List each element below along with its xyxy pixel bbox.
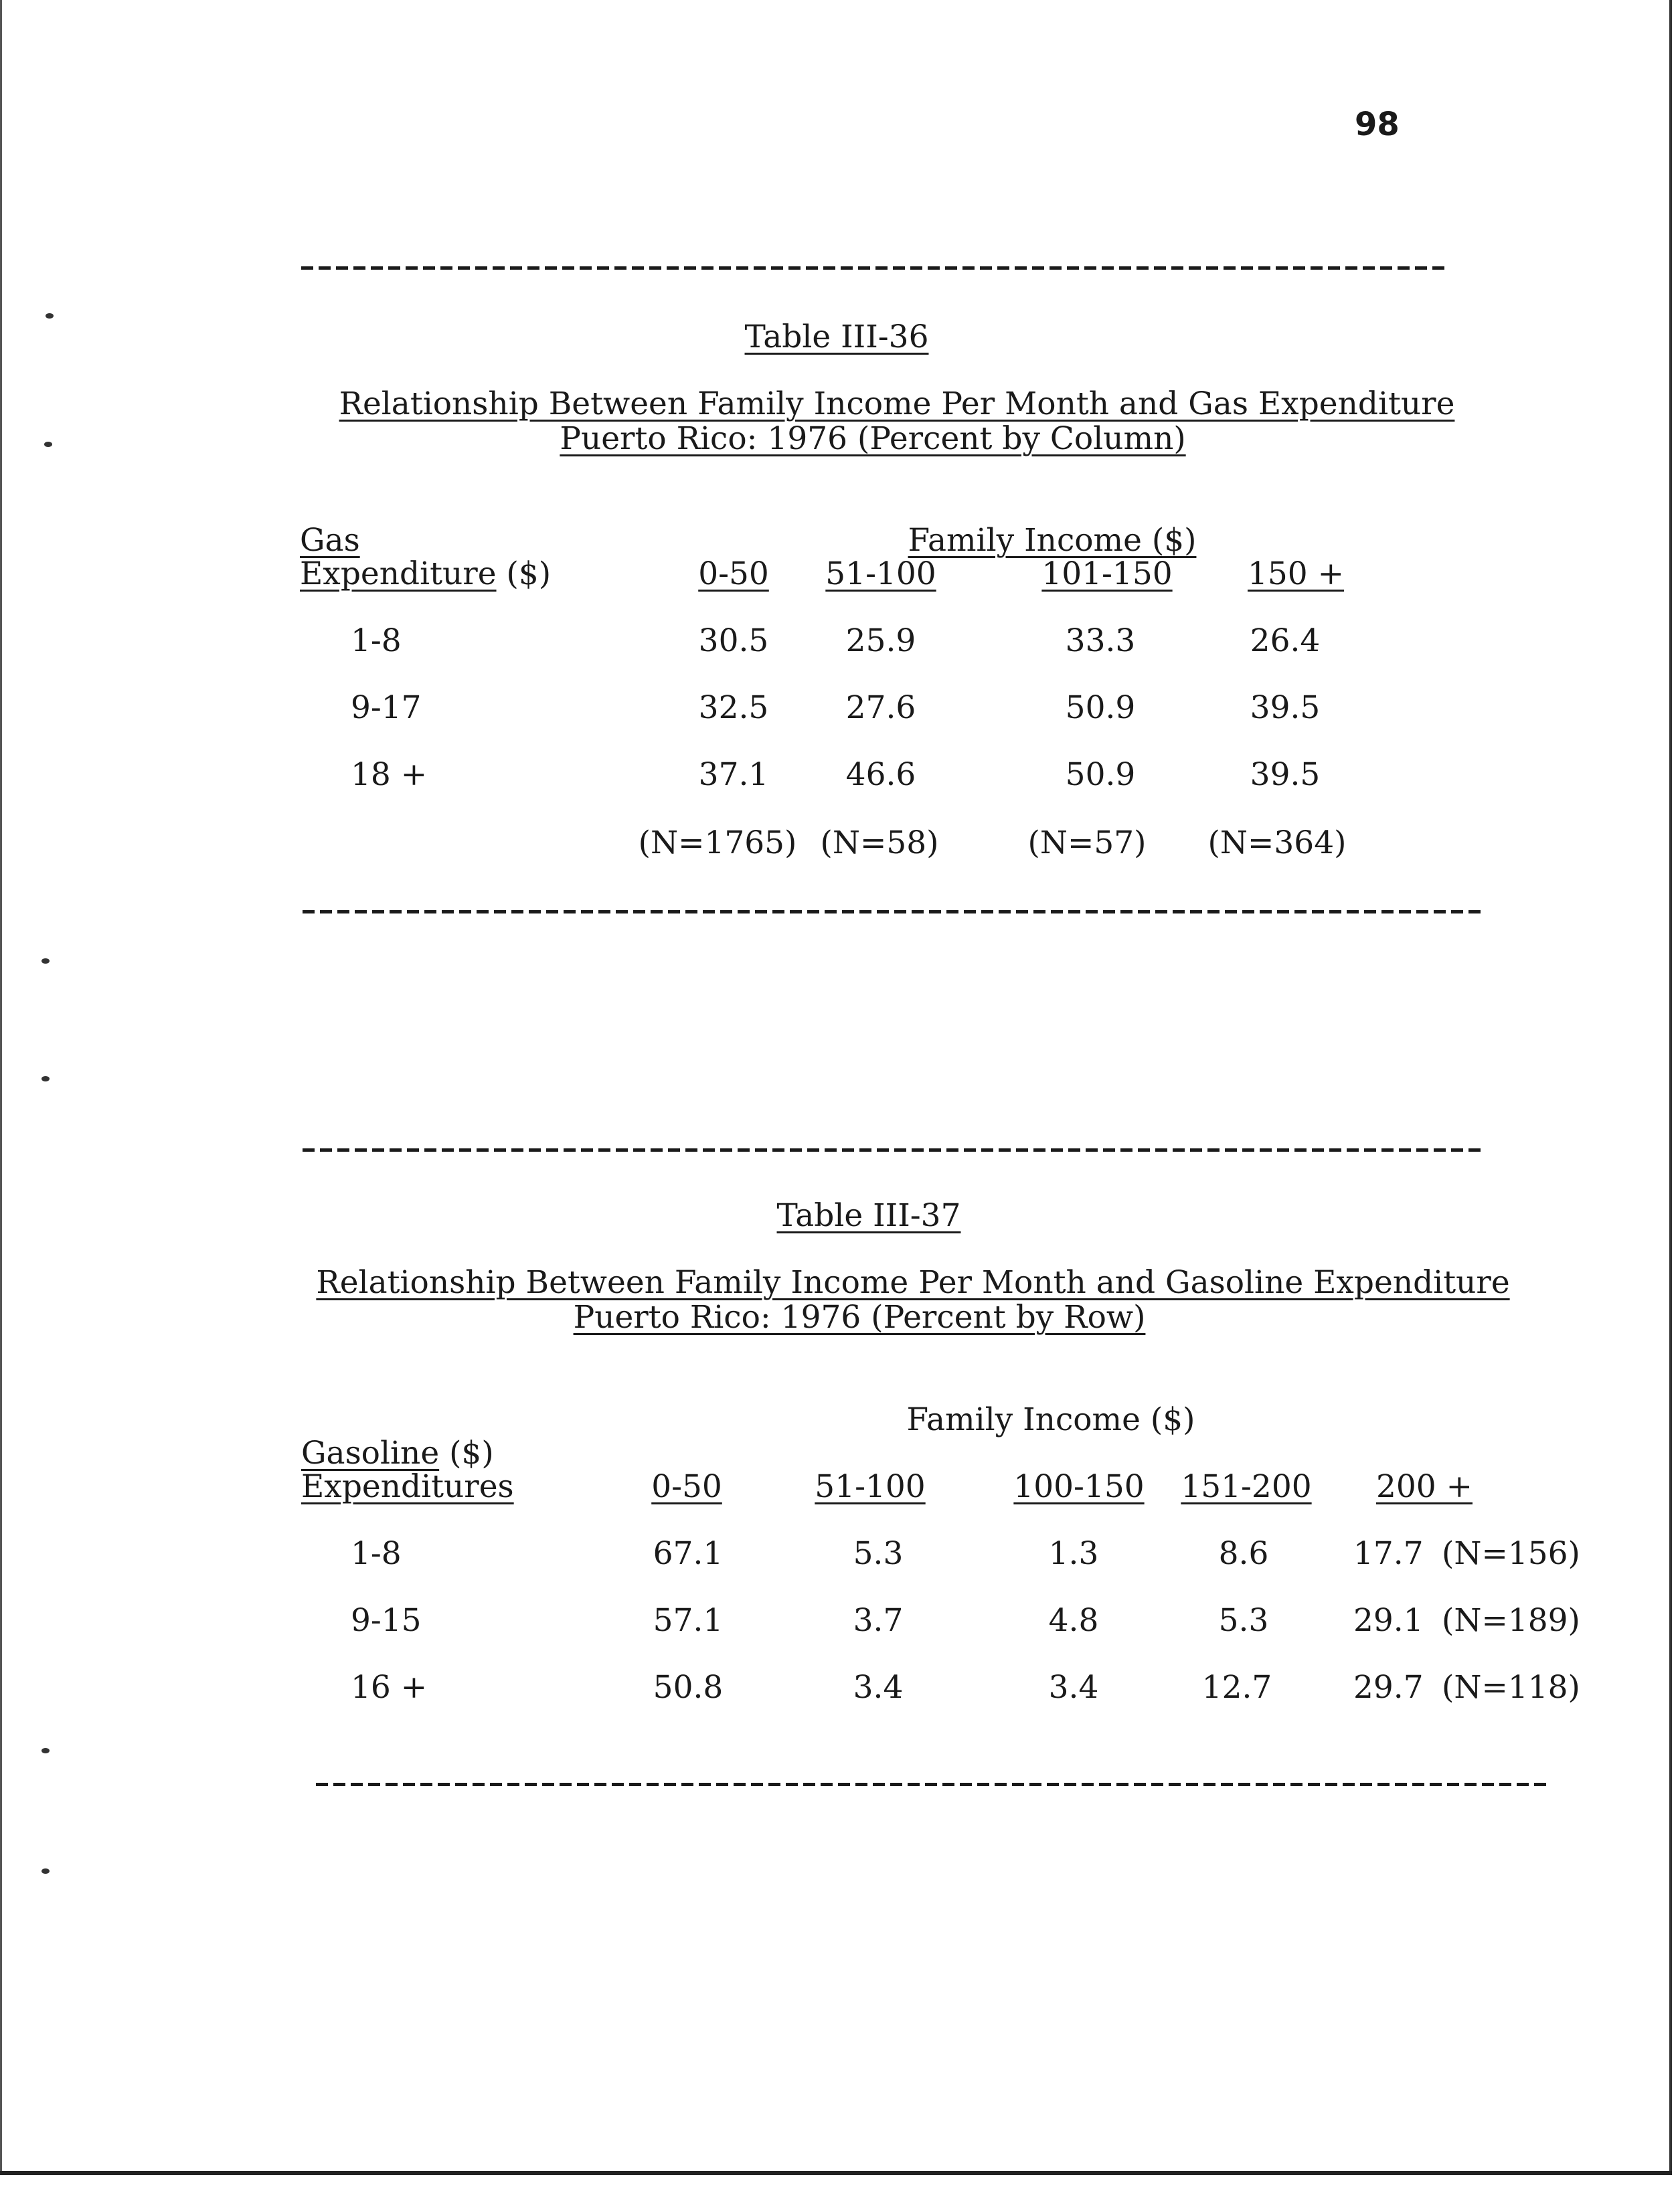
table2-cell: 29.7 [1353, 1669, 1424, 1706]
table2-col-header: 151-200 [1181, 1468, 1312, 1505]
scan-speck [41, 1076, 50, 1081]
page-edge-left [0, 0, 2, 2172]
table1-cell: 39.5 [1250, 756, 1321, 793]
table2-col-header: 200 + [1375, 1468, 1473, 1505]
table1-total: (N=57) [1027, 824, 1147, 861]
table1-cell: 39.5 [1250, 689, 1321, 726]
table2-cell: 4.8 [1048, 1602, 1099, 1639]
table1-label: Table III-36 [744, 319, 929, 355]
table2-row-header-line1: Gasoline [301, 1435, 440, 1472]
table2-row-label: 9-15 [351, 1602, 422, 1639]
table1-bottom-rule [303, 910, 1483, 913]
table2-cell: 3.4 [853, 1669, 904, 1706]
scan-speck [41, 1748, 50, 1753]
table1-total: (N=58) [820, 824, 939, 861]
table1-cell: 46.6 [845, 756, 916, 793]
table1-row-label: 18 + [351, 756, 428, 793]
table2-cell: 17.7 [1353, 1535, 1424, 1572]
table2-cell: 3.7 [853, 1602, 904, 1639]
table1-cell: 26.4 [1250, 622, 1321, 659]
table2-col-header: 100-150 [1013, 1468, 1145, 1505]
table2-cell: 29.1 [1353, 1602, 1424, 1639]
table2-label: Table III-37 [776, 1197, 961, 1234]
table1-col-header: 51-100 [825, 555, 936, 592]
table2-cell: 5.3 [853, 1535, 904, 1572]
scan-speck [46, 313, 54, 319]
table2-cell: 12.7 [1201, 1669, 1272, 1706]
table2-bottom-rule [316, 1783, 1547, 1786]
page-edge-bottom [0, 2171, 1672, 2175]
table1-row-label: 9-17 [351, 689, 422, 726]
table1-row-header-line1: Gas [300, 522, 360, 559]
table1-cell: 25.9 [845, 622, 916, 659]
table1-top-rule [301, 266, 1450, 270]
table1-col-header: 101-150 [1041, 555, 1173, 592]
table2-row-header-unit: ($) [449, 1435, 494, 1472]
table2-row-header [301, 1435, 494, 1472]
table2-cell: 1.3 [1048, 1535, 1099, 1572]
table2-row-n: (N=156) [1442, 1535, 1580, 1572]
table2-row-header-line2: Expenditures [301, 1468, 514, 1505]
table2-col-header: 0-50 [651, 1468, 722, 1505]
table2-row-label: 1-8 [351, 1535, 402, 1572]
page-number: 98 [1355, 106, 1400, 143]
table1-title-line2: Puerto Rico: 1976 (Percent by Column) [560, 420, 1186, 457]
table2-cell: 8.6 [1218, 1535, 1269, 1572]
table2-top-rule [303, 1148, 1483, 1152]
table1-row-header-unit: ($) [506, 555, 552, 592]
table1-cell: 27.6 [845, 689, 916, 726]
table1-title-line1: Relationship Between Family Income Per Month and Gas Expenditure [339, 385, 1455, 422]
table1-row-label: 1-8 [351, 622, 402, 659]
table1-cell: 30.5 [698, 622, 769, 659]
table2-row-label: 16 + [351, 1669, 428, 1706]
table1-total: (N=1765) [638, 824, 797, 861]
table1-row-header [300, 555, 552, 592]
table1-cell: 50.9 [1065, 689, 1136, 726]
table2-title-line1: Relationship Between Family Income Per Month and Gasoline Expenditure [316, 1264, 1510, 1301]
scan-speck [44, 442, 52, 447]
table1-cell: 37.1 [698, 756, 769, 793]
table1-cell: 32.5 [698, 689, 769, 726]
table1-cell: 33.3 [1065, 622, 1136, 659]
table1-column-group: Family Income ($) [908, 522, 1197, 559]
table1-col-header: 150 + [1247, 555, 1345, 592]
table1-cell: 50.9 [1065, 756, 1136, 793]
table2-column-group: Family Income ($) [906, 1401, 1195, 1438]
table2-cell: 67.1 [653, 1535, 724, 1572]
table1-row-header-line2: Expenditure [300, 555, 497, 592]
table2-row-n: (N=189) [1442, 1602, 1580, 1639]
table2-title-line2: Puerto Rico: 1976 (Percent by Row) [573, 1299, 1146, 1336]
table1-col-header: 0-50 [698, 555, 769, 592]
scan-speck [41, 958, 50, 964]
page-edge-right [1669, 0, 1672, 2172]
table2-cell: 3.4 [1048, 1669, 1099, 1706]
table2-cell: 57.1 [653, 1602, 724, 1639]
table2-cell: 50.8 [653, 1669, 724, 1706]
table2-cell: 5.3 [1218, 1602, 1269, 1639]
table2-col-header: 51-100 [815, 1468, 926, 1505]
table1-total: (N=364) [1207, 824, 1347, 861]
scan-speck [41, 1868, 50, 1874]
table2-row-n: (N=118) [1442, 1669, 1580, 1706]
